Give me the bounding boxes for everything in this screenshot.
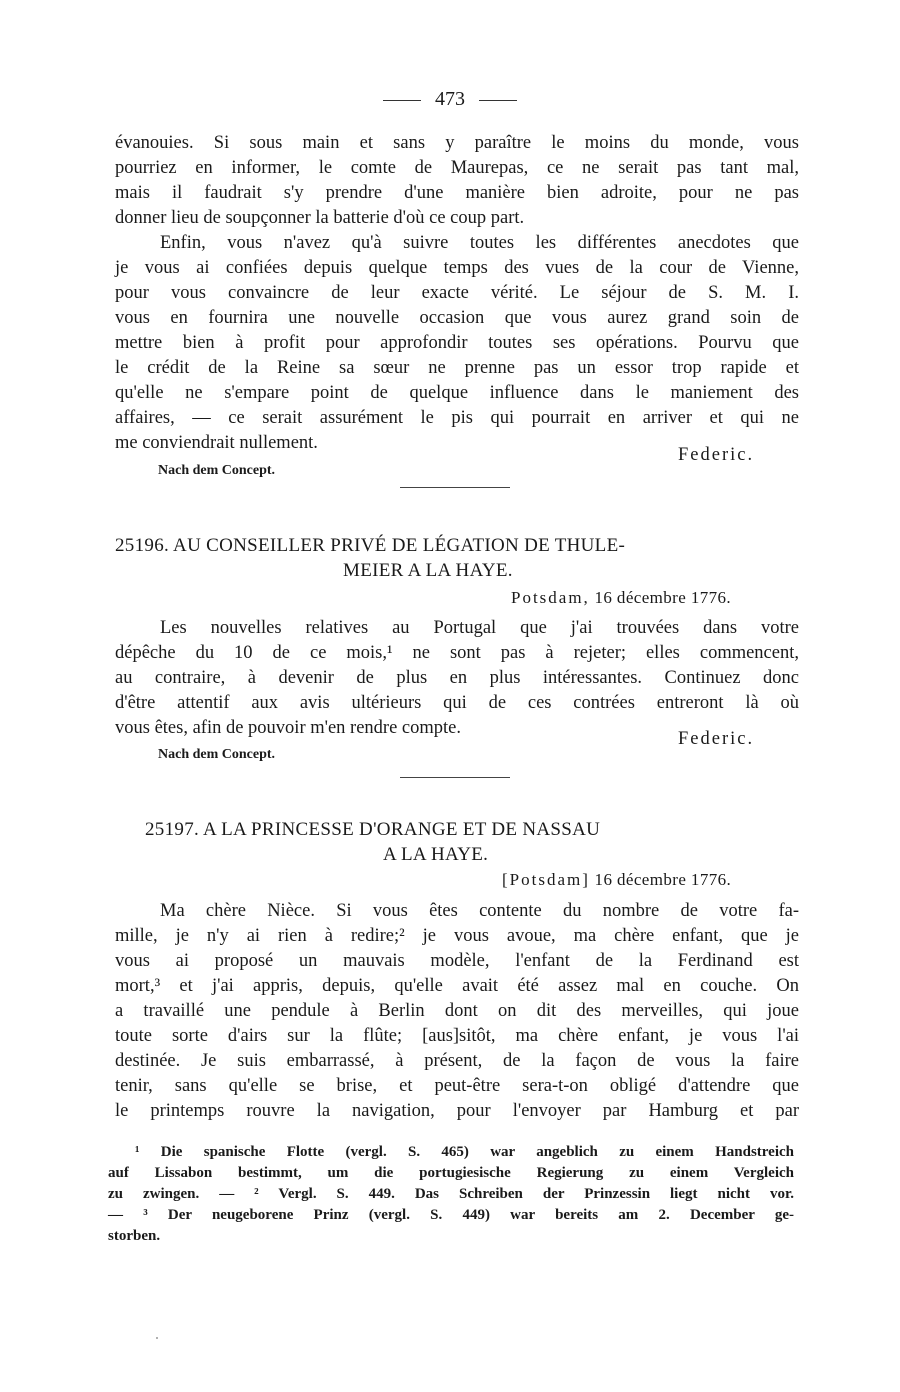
- date-place: Potsdam,: [511, 588, 590, 607]
- footnote-line: storben.: [108, 1228, 161, 1244]
- date-text: 16 décembre 1776.: [594, 870, 732, 889]
- text-line: le printemps rouvre la navigation, pour l'envoyer par Hamburg et par: [115, 1101, 799, 1121]
- page-number: [0, 86, 900, 112]
- text-line: donner lieu de soupçonner la batterie d'où ce coup part.: [115, 208, 525, 228]
- letter-heading-cont: MEIER A LA HAYE.: [343, 560, 513, 581]
- text-line: au contraire, à devenir de plus en plus intéressantes. Continuez donc: [115, 668, 799, 688]
- text-line: évanouies. Si sous main et sans y paraître le moins du monde, vous: [115, 133, 799, 153]
- page-number-dash-right: [479, 100, 517, 101]
- page-number-dash-left: [383, 100, 421, 101]
- letter-heading: 25196. AU CONSEILLER PRIVÉ DE LÉGATION DE THULE-: [115, 535, 626, 556]
- text-line: Ma chère Nièce. Si vous êtes contente du nombre de votre fa-: [160, 901, 799, 921]
- text-line: destinée. Je suis embarrassé, à présent, de la façon de vous la faire: [115, 1051, 799, 1071]
- text-line: mort,³ et j'ai appris, depuis, qu'elle avait été assez mal en couche. On: [115, 976, 799, 996]
- text-line: d'être attentif aux avis ultérieurs qui de ces contrées entreront là où: [115, 693, 799, 713]
- text-line: pourriez en informer, le comte de Maurepas, ce ne serait pas tant mal,: [115, 158, 799, 178]
- text-line: qu'elle ne s'empare point de quelque influence dans le maniement des: [115, 383, 799, 403]
- signature: Federic.: [678, 729, 755, 749]
- date-place: [Potsdam]: [502, 870, 590, 889]
- paper-speck: [156, 1337, 158, 1339]
- text-line: vous êtes, afin de pouvoir m'en rendre compte.: [115, 718, 461, 738]
- text-line: tenir, sans qu'elle se brise, et peut-être sera-t-on obligé d'attendre que: [115, 1076, 799, 1096]
- footnote-line: — ³ Der neugeborene Prinz (vergl. S. 449) war bereits am 2. December ge-: [108, 1207, 794, 1223]
- letter-heading: 25197. A LA PRINCESSE D'ORANGE ET DE NASSAU: [145, 819, 601, 840]
- letter-date: [502, 870, 731, 890]
- text-line: mais il faudrait s'y prendre d'une manière bien adroite, pour ne pas: [115, 183, 799, 203]
- section-divider: [400, 777, 510, 778]
- text-line: le crédit de la Reine sa sœur ne prenne pas un essor trop rapide et: [115, 358, 799, 378]
- signature: Federic.: [678, 445, 755, 465]
- letter-heading-cont: A LA HAYE.: [383, 844, 489, 865]
- text-line: dépêche du 10 de ce mois,¹ ne sont pas à rejeter; elles commencent,: [115, 643, 799, 663]
- letter-date: [511, 588, 731, 608]
- footnote-line: ¹ Die spanische Flotte (vergl. S. 465) war angeblich zu einem Handstreich: [135, 1144, 794, 1160]
- text-line: je vous ai confiées depuis quelque temps des vues de la cour de Vienne,: [115, 258, 799, 278]
- text-line: Enfin, vous n'avez qu'à suivre toutes les différentes anecdotes que: [160, 233, 799, 253]
- footnote-line: zu zwingen. — ² Vergl. S. 449. Das Schreiben der Prinzessin liegt nicht vor.: [108, 1186, 794, 1202]
- source-note: Nach dem Concept.: [158, 747, 276, 762]
- date-text: 16 décembre 1776.: [594, 588, 732, 607]
- page-number-text: 473: [435, 88, 465, 110]
- text-line: mettre bien à profit pour approfondir toutes ses opérations. Pourvu que: [115, 333, 799, 353]
- text-line: pour vous convaincre de leur exacte vérité. Le séjour de S. M. I.: [115, 283, 799, 303]
- section-divider: [400, 487, 510, 488]
- footnote-line: auf Lissabon bestimmt, um die portugiesische Regierung zu einem Vergleich: [108, 1165, 794, 1181]
- text-line: toute sorte d'airs sur la flûte; [aus]sitôt, ma chère enfant, je vous l'ai: [115, 1026, 799, 1046]
- text-line: a travaillé une pendule à Berlin dont on dit des merveilles, qui joue: [115, 1001, 799, 1021]
- text-line: vous en fournira une nouvelle occasion que vous aurez grand soin de: [115, 308, 799, 328]
- text-line: me conviendrait nullement.: [115, 433, 318, 453]
- text-line: mille, je n'y ai rien à redire;² je vous avoue, ma chère enfant, que je: [115, 926, 799, 946]
- text-line: vous ai proposé un mauvais modèle, l'enfant de la Ferdinand est: [115, 951, 799, 971]
- text-line: Les nouvelles relatives au Portugal que j'ai trouvées dans votre: [160, 618, 799, 638]
- source-note: Nach dem Concept.: [158, 463, 276, 478]
- text-line: affaires, — ce serait assurément le pis qui pourrait en arriver et qui ne: [115, 408, 799, 428]
